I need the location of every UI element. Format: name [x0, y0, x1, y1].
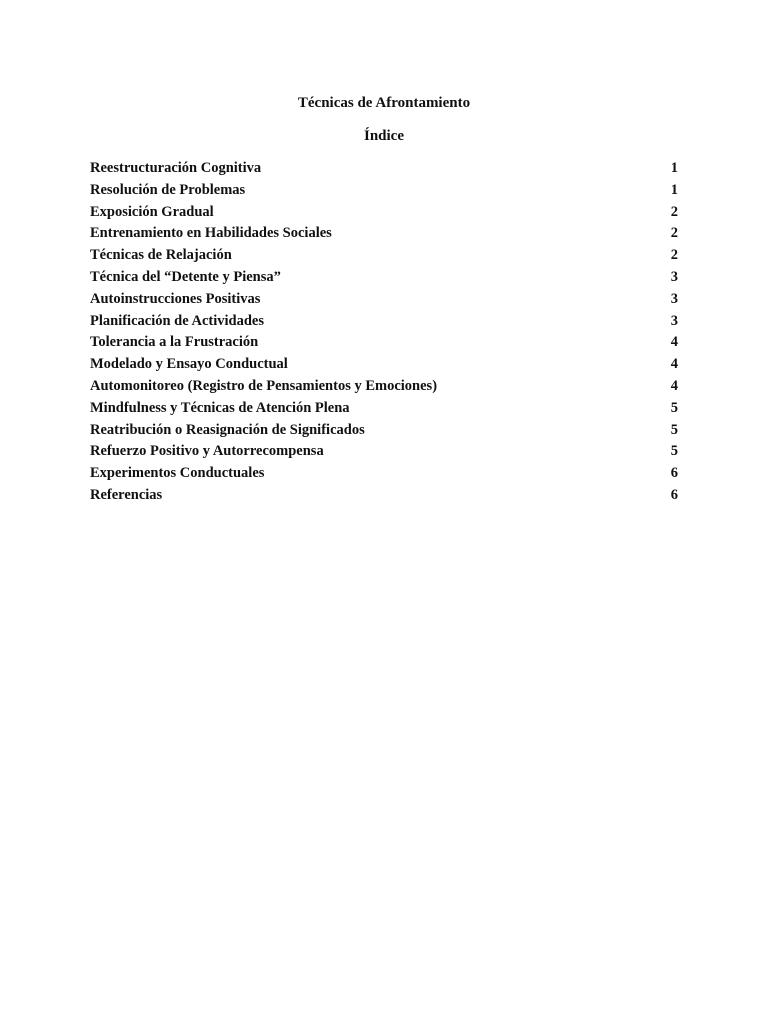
- toc-entry-label: Experimentos Conductuales: [90, 465, 265, 482]
- toc-entry-page: 3: [670, 290, 678, 307]
- toc-entry[interactable]: [90, 441, 678, 463]
- toc-entry-page: 6: [670, 486, 678, 503]
- toc-heading: Índice: [363, 128, 404, 144]
- toc-entry-label: Entrenamiento en Habilidades Sociales: [90, 225, 332, 242]
- toc-entry-page: 3: [670, 312, 678, 329]
- toc-entry[interactable]: [90, 485, 678, 507]
- toc-entry-page: 1: [670, 181, 678, 198]
- toc-entry-label: Referencias: [90, 486, 163, 503]
- toc-entry-label: Técnica del “Detente y Piensa”: [90, 268, 281, 285]
- toc-entry-label: Autoinstrucciones Positivas: [90, 290, 261, 307]
- toc-entry-page: 4: [670, 377, 678, 394]
- toc-entry-label: Mindfulness y Técnicas de Atención Plena: [90, 399, 350, 416]
- toc-entry-page: 1: [670, 160, 678, 176]
- toc-entry-label: Técnicas de Relajación: [90, 247, 232, 264]
- toc-entry[interactable]: [90, 332, 678, 354]
- toc-entry[interactable]: [90, 223, 678, 245]
- toc-entry-page: 5: [670, 443, 678, 460]
- toc-entry[interactable]: [90, 354, 678, 376]
- toc-entry-page: 5: [670, 399, 678, 416]
- toc-entry-label: Tolerancia a la Frustración: [90, 334, 259, 351]
- toc-entry-label: Planificación de Actividades: [90, 312, 264, 329]
- toc-entry-label: Refuerzo Positivo y Autorrecompensa: [90, 443, 324, 460]
- toc-entry-page: 6: [670, 465, 678, 482]
- toc-entry-label: Automonitoreo (Registro de Pensamientos y Emociones): [90, 377, 438, 394]
- toc-entry-label: Modelado y Ensayo Conductual: [90, 356, 288, 373]
- toc-entry[interactable]: [90, 420, 678, 442]
- toc-entry[interactable]: [90, 311, 678, 333]
- toc-entry[interactable]: [90, 289, 678, 311]
- toc-entry[interactable]: [90, 158, 678, 180]
- toc-entry[interactable]: [90, 463, 678, 485]
- toc-entry-label: Resolución de Problemas: [90, 181, 246, 198]
- toc-entry[interactable]: [90, 398, 678, 420]
- toc-entry-page: 2: [670, 203, 678, 220]
- toc-entry-label: Reatribución o Reasignación de Significados: [90, 421, 365, 438]
- document-title: Técnicas de Afrontamiento: [297, 95, 471, 111]
- toc-entry[interactable]: [90, 202, 678, 224]
- toc-entry-page: 2: [670, 225, 678, 242]
- toc-entry-page: 5: [670, 421, 678, 438]
- toc-entry-page: 2: [670, 247, 678, 264]
- toc-entry-page: 4: [670, 356, 678, 373]
- toc-entry[interactable]: [90, 180, 678, 202]
- toc-entry-page: 3: [670, 268, 678, 285]
- toc-entry-page: 4: [670, 334, 678, 351]
- toc-entry-label: Exposición Gradual: [90, 203, 214, 220]
- toc-entry[interactable]: [90, 245, 678, 267]
- toc-list: [90, 158, 678, 507]
- toc-entry-label: Reestructuración Cognitiva: [90, 160, 262, 176]
- toc-entry[interactable]: [90, 267, 678, 289]
- toc-entry[interactable]: [90, 376, 678, 398]
